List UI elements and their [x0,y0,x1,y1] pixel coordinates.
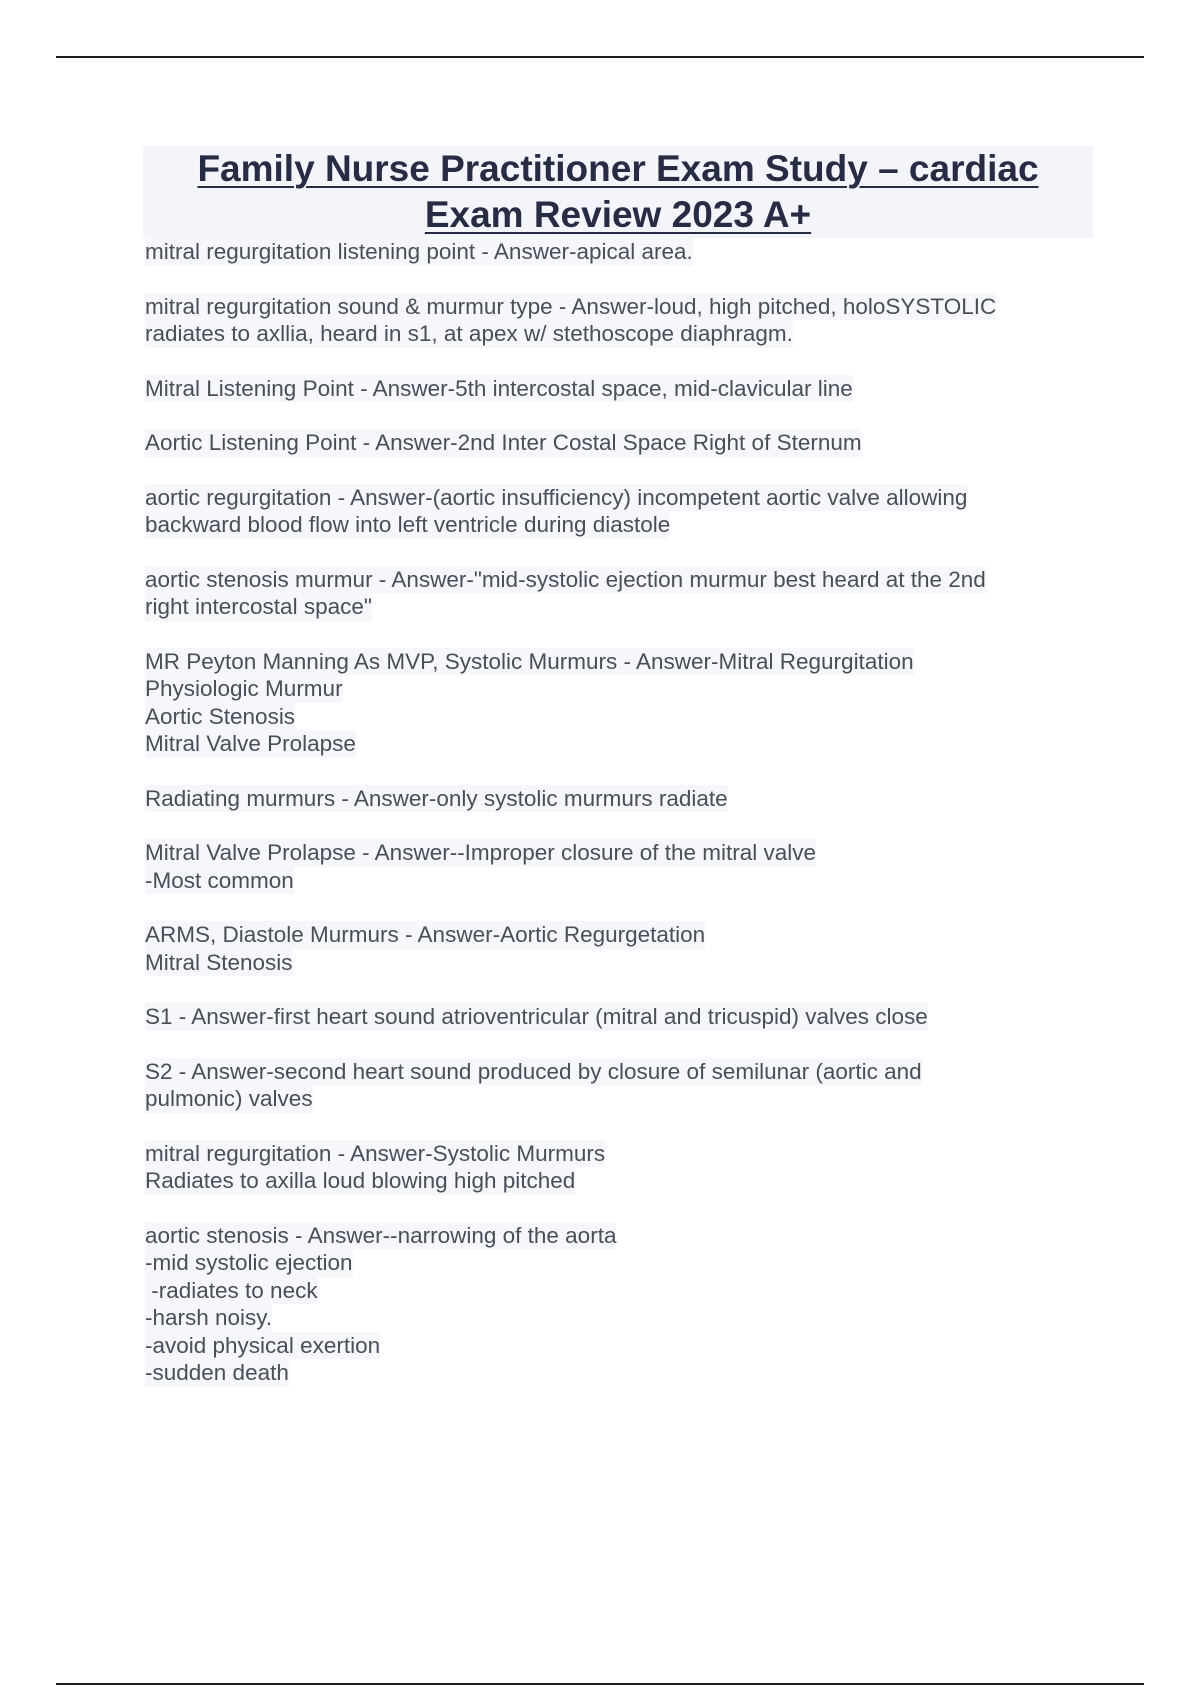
entry-line: Physiologic Murmur [145,676,343,701]
entry-line: backward blood flow into left ventricle during diastole [145,512,671,537]
entry-line: S2 - Answer-second heart sound produced by closure of semilunar (aortic and [145,1058,922,1084]
study-entry [145,293,1095,348]
entry-line: Mitral Valve Prolapse [145,731,356,756]
title-line-1: Family Nurse Practitioner Exam Study – cardiac [197,148,1039,189]
study-entry [145,648,1095,758]
entry-line: Aortic Listening Point - Answer-2nd Inter Costal Space Right of Sternum [145,430,862,455]
entry-line: -sudden death [145,1360,289,1385]
entry-line: aortic regurgitation - Answer-(aortic insufficiency) incompetent aortic valve allowing [145,484,968,510]
entry-line: mitral regurgitation listening point - Answer-apical area. [145,239,693,264]
entry-line: -mid systolic ejection [145,1250,353,1275]
entry-line: mitral regurgitation - Answer-Systolic Murmurs [145,1140,606,1166]
document-title [143,146,1093,238]
entry-line: Aortic Stenosis [145,703,296,729]
study-entry [145,1140,1095,1195]
study-entry [145,375,1095,403]
entry-line: aortic stenosis - Answer--narrowing of the aorta [145,1222,617,1248]
entry-line: Radiates to axilla loud blowing high pitched [145,1168,576,1193]
study-entry [145,566,1095,621]
entry-line: right intercostal space" [145,594,372,619]
entry-line: Radiating murmurs - Answer-only systolic murmurs radiate [145,785,728,811]
study-entry [145,921,1095,976]
entry-line: Mitral Valve Prolapse - Answer--Improper closure of the mitral valve [145,840,817,865]
entry-line: S1 - Answer-first heart sound atrioventricular (mitral and tricuspid) valves close [145,1004,928,1029]
entry-line: -radiates to neck [145,1277,318,1303]
title-line-2: Exam Review 2023 A+ [424,194,812,235]
entry-line: MR Peyton Manning As MVP, Systolic Murmurs - Answer-Mitral Regurgitation [145,648,914,674]
title-block [143,146,1093,238]
study-entry [145,484,1095,539]
entry-line: -harsh noisy. [145,1305,273,1330]
entry-line: aortic stenosis murmur - Answer-"mid-systolic ejection murmur best heard at the 2nd [145,566,986,592]
study-entry [145,429,1095,457]
entry-line: mitral regurgitation sound & murmur type - Answer-loud, high pitched, holoSYSTOLIC [145,293,997,319]
study-entry [145,785,1095,813]
entry-line: -avoid physical exertion [145,1332,381,1358]
entry-line: pulmonic) valves [145,1086,313,1111]
study-entry [145,839,1095,894]
bottom-rule [56,1683,1144,1685]
study-entry [145,1058,1095,1113]
entry-line: Mitral Stenosis [145,949,293,975]
top-rule [56,56,1144,58]
entry-line: Mitral Listening Point - Answer-5th intercostal space, mid-clavicular line [145,375,853,401]
study-entry [145,1222,1095,1387]
study-entry [145,238,1095,266]
entry-line: radiates to axllia, heard in s1, at apex w/ stethoscope diaphragm. [145,321,793,346]
entry-line: ARMS, Diastole Murmurs - Answer-Aortic Regurgetation [145,922,706,947]
study-entry [145,1003,1095,1031]
study-entries [145,238,1095,1414]
entry-line: -Most common [145,867,294,893]
